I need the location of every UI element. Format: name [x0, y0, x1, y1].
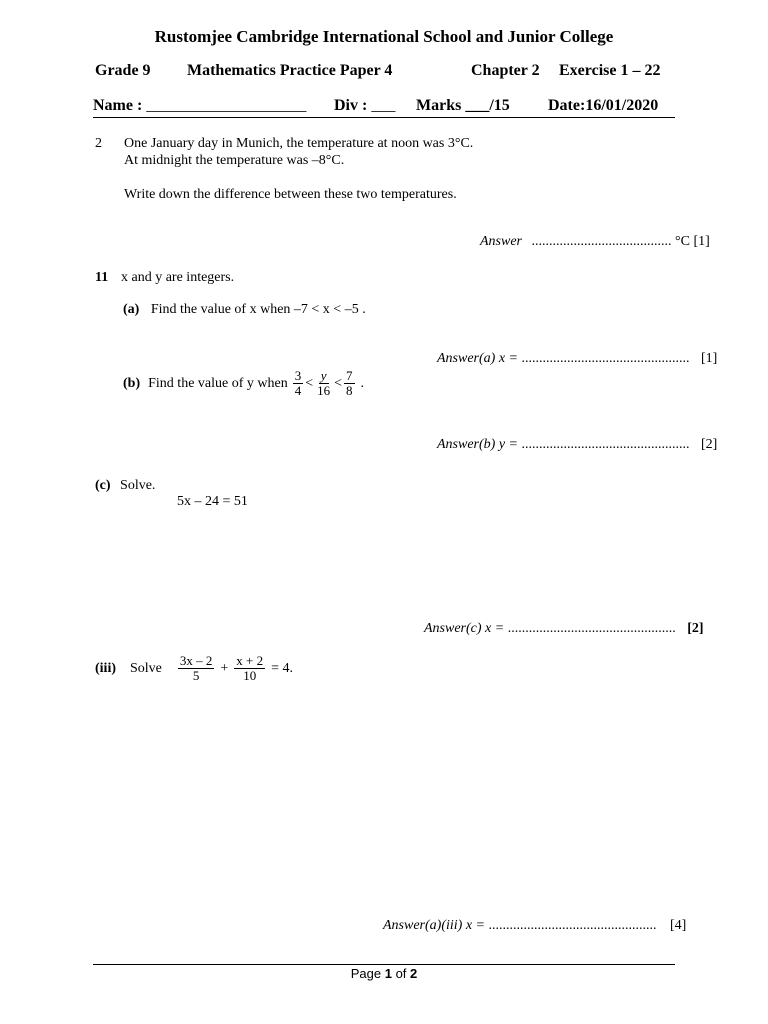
q11-iii-answer-line — [383, 918, 686, 934]
q2-line2: At midnight the temperature was –8°C. — [124, 153, 345, 168]
q2-answer-label: Answer — [480, 234, 522, 249]
page-word: Page — [350, 966, 382, 981]
name-label: Name : — [93, 97, 143, 114]
fraction-3-4 — [293, 369, 304, 398]
q11-a-marks: [1] — [701, 351, 718, 366]
paper-title: Mathematics Practice Paper 4 — [187, 62, 393, 79]
q11-a-answer-line — [437, 351, 717, 367]
q11-a-answer-label: Answer(a) x = — [437, 351, 518, 366]
q2-answer-unit: °C — [675, 234, 690, 249]
fraction-x-2-over-10 — [234, 654, 265, 683]
less-than-sign: < — [305, 375, 314, 391]
q11-b-label: (b) — [123, 375, 141, 391]
fraction-denominator: 5 — [192, 668, 200, 683]
q11-iii-answer-dots: ................................................ — [488, 918, 657, 933]
marks-label: Marks — [416, 97, 462, 114]
marks-field — [416, 97, 510, 115]
total-pages: 2 — [410, 966, 418, 981]
q11-b-answer-line — [437, 437, 717, 453]
question-number-11: 11 — [95, 270, 109, 285]
q11-part-b — [123, 369, 364, 398]
div-label: Div : — [334, 97, 368, 114]
current-page: 1 — [384, 966, 392, 981]
page-footer — [0, 966, 768, 981]
q11-iii-equals: = 4. — [271, 660, 294, 676]
fraction-numerator: 3x – 2 — [179, 653, 213, 668]
fraction-numerator: y — [320, 368, 327, 383]
fraction-3x-2-over-5 — [178, 654, 215, 683]
fraction-numerator: x + 2 — [236, 653, 264, 668]
q11-b-marks: [2] — [701, 437, 718, 452]
q11-part-c — [95, 478, 155, 494]
question-number-2: 2 — [95, 136, 102, 151]
q11-iii-answer-label: Answer(a)(iii) x = — [383, 918, 485, 933]
school-name: Rustomjee Cambridge International School and Junior College — [154, 27, 614, 46]
chapter-label: Chapter 2 — [471, 62, 540, 79]
q11-c-label: (c) — [95, 478, 111, 493]
fraction-numerator: 7 — [346, 368, 353, 383]
q11-c-answer-line — [424, 621, 704, 637]
q11-intro: x and y are integers. — [121, 270, 235, 285]
fraction-denominator: 10 — [243, 668, 257, 683]
name-field — [93, 97, 306, 115]
header-rule — [93, 117, 675, 118]
q11-c-answer-label: Answer(c) x = — [424, 621, 505, 636]
q11-c-answer-dots: ................................................ — [507, 621, 676, 636]
q11-a-label: (a) — [123, 302, 140, 317]
fraction-denominator: 16 — [317, 383, 331, 398]
q11-b-period: . — [360, 375, 365, 391]
footer-rule — [93, 964, 675, 965]
div-field — [334, 97, 395, 115]
q2-answer-line — [480, 234, 710, 250]
q11-part-a — [123, 302, 366, 318]
q11-b-answer-label: Answer(b) y = — [437, 437, 518, 452]
q11-b-text: Find the value of y when — [148, 375, 288, 391]
fraction-denominator: 8 — [346, 383, 353, 398]
q11-iii-text: Solve — [130, 660, 162, 676]
q2-marks: [1] — [693, 234, 710, 249]
plus-sign: + — [220, 660, 229, 676]
date-label: Date:16/01/2020 — [548, 97, 659, 114]
q11-iii-marks: [4] — [669, 918, 687, 933]
fraction-denominator: 4 — [294, 383, 302, 398]
exercise-label: Exercise 1 – 22 — [559, 62, 661, 79]
div-blank: ___ — [371, 97, 396, 114]
less-than-sign: < — [334, 375, 343, 391]
name-blank: ____________________ — [146, 97, 307, 114]
q2-answer-dots: ........................................ — [531, 234, 672, 249]
q11-a-text: Find the value of x when –7 < x < –5 . — [150, 302, 366, 317]
q11-part-iii — [95, 654, 293, 683]
q2-line3: Write down the difference between these two temperatures. — [124, 187, 457, 202]
q11-c-equation: 5x – 24 = 51 — [177, 494, 248, 509]
fraction-7-8 — [344, 369, 355, 398]
q11-b-answer-dots: ................................................ — [521, 437, 690, 452]
q11-iii-label: (iii) — [95, 660, 116, 676]
q11-c-marks: [2] — [687, 621, 704, 636]
fraction-y-16 — [315, 369, 332, 398]
fraction-numerator: 3 — [294, 368, 302, 383]
q2-line1: One January day in Munich, the temperature at noon was 3°C. — [124, 136, 474, 151]
q11-c-text: Solve. — [120, 478, 156, 493]
grade-label: Grade 9 — [95, 62, 151, 79]
marks-blank: ___/15 — [465, 97, 510, 114]
q11-a-answer-dots: ................................................ — [521, 351, 690, 366]
of-word: of — [395, 966, 407, 981]
